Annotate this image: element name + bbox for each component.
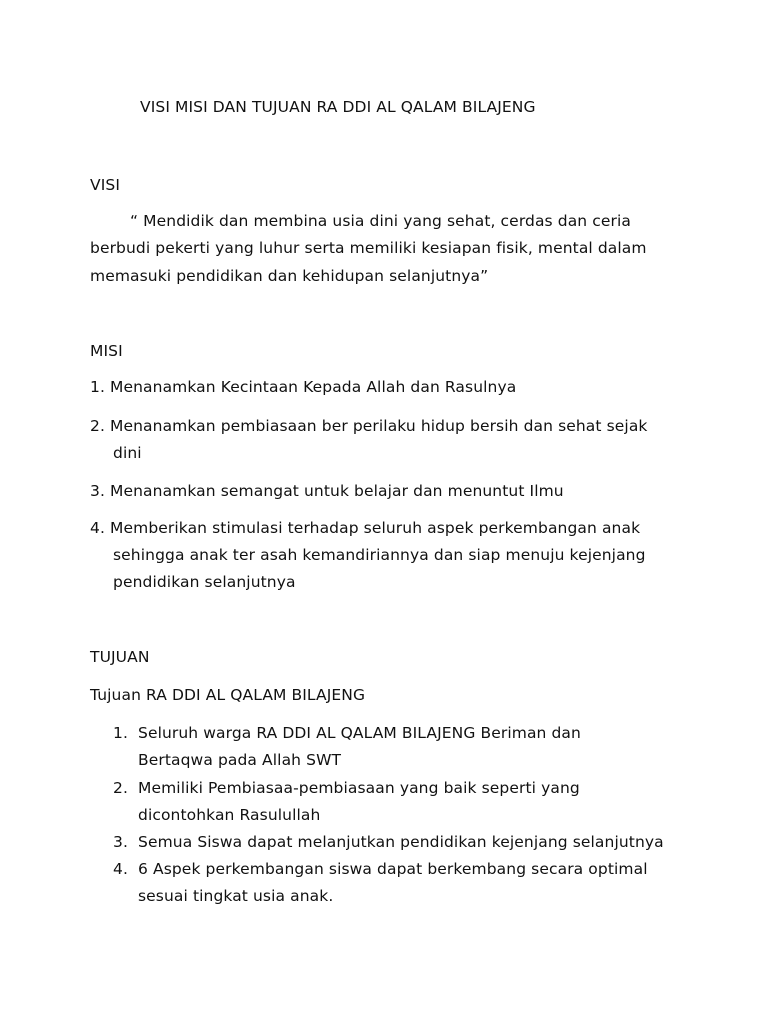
tujuan-item-number: 4. — [113, 860, 128, 878]
misi-item: 3. Menanamkan semangat untuk belajar dan menuntut Ilmu — [90, 482, 564, 500]
misi-item: 1. Menanamkan Kecintaan Kepada Allah dan Rasulnya — [90, 378, 517, 396]
visi-heading: VISI — [90, 176, 120, 194]
visi-text-line: berbudi pekerti yang luhur serta memiliki kesiapan fisik, mental dalam — [90, 239, 647, 257]
misi-item-continuation: pendidikan selanjutnya — [113, 573, 296, 591]
misi-item-continuation: dini — [113, 444, 142, 462]
tujuan-heading: TUJUAN — [90, 648, 150, 666]
tujuan-item-text: 6 Aspek perkembangan siswa dapat berkembang secara optimal — [138, 860, 648, 878]
tujuan-item-text: Bertaqwa pada Allah SWT — [138, 751, 342, 769]
tujuan-item-number: 3. — [113, 833, 128, 851]
tujuan-intro: Tujuan RA DDI AL QALAM BILAJENG — [90, 686, 366, 704]
tujuan-item-number: 1. — [113, 724, 128, 742]
tujuan-item-number: 2. — [113, 779, 128, 797]
visi-text-line: “ Mendidik dan membina usia dini yang sehat, cerdas dan ceria — [130, 212, 631, 230]
tujuan-item-text: Seluruh warga RA DDI AL QALAM BILAJENG Beriman dan — [138, 724, 581, 742]
tujuan-item-text: dicontohkan Rasulullah — [138, 806, 321, 824]
tujuan-item-text: Memiliki Pembiasaa-pembiasaan yang baik seperti yang — [138, 779, 580, 797]
document-title: VISI MISI DAN TUJUAN RA DDI AL QALAM BILAJENG — [140, 98, 536, 116]
visi-text-line: memasuki pendidikan dan kehidupan selanjutnya” — [90, 267, 489, 285]
misi-item-continuation: sehingga anak ter asah kemandiriannya dan siap menuju kejenjang — [113, 546, 646, 564]
tujuan-item-text: sesuai tingkat usia anak. — [138, 887, 334, 905]
tujuan-item-text: Semua Siswa dapat melanjutkan pendidikan kejenjang selanjutnya — [138, 833, 664, 851]
misi-heading: MISI — [90, 342, 123, 360]
misi-item: 2. Menanamkan pembiasaan ber perilaku hidup bersih dan sehat sejak — [90, 417, 648, 435]
misi-item: 4. Memberikan stimulasi terhadap seluruh aspek perkembangan anak — [90, 519, 641, 537]
